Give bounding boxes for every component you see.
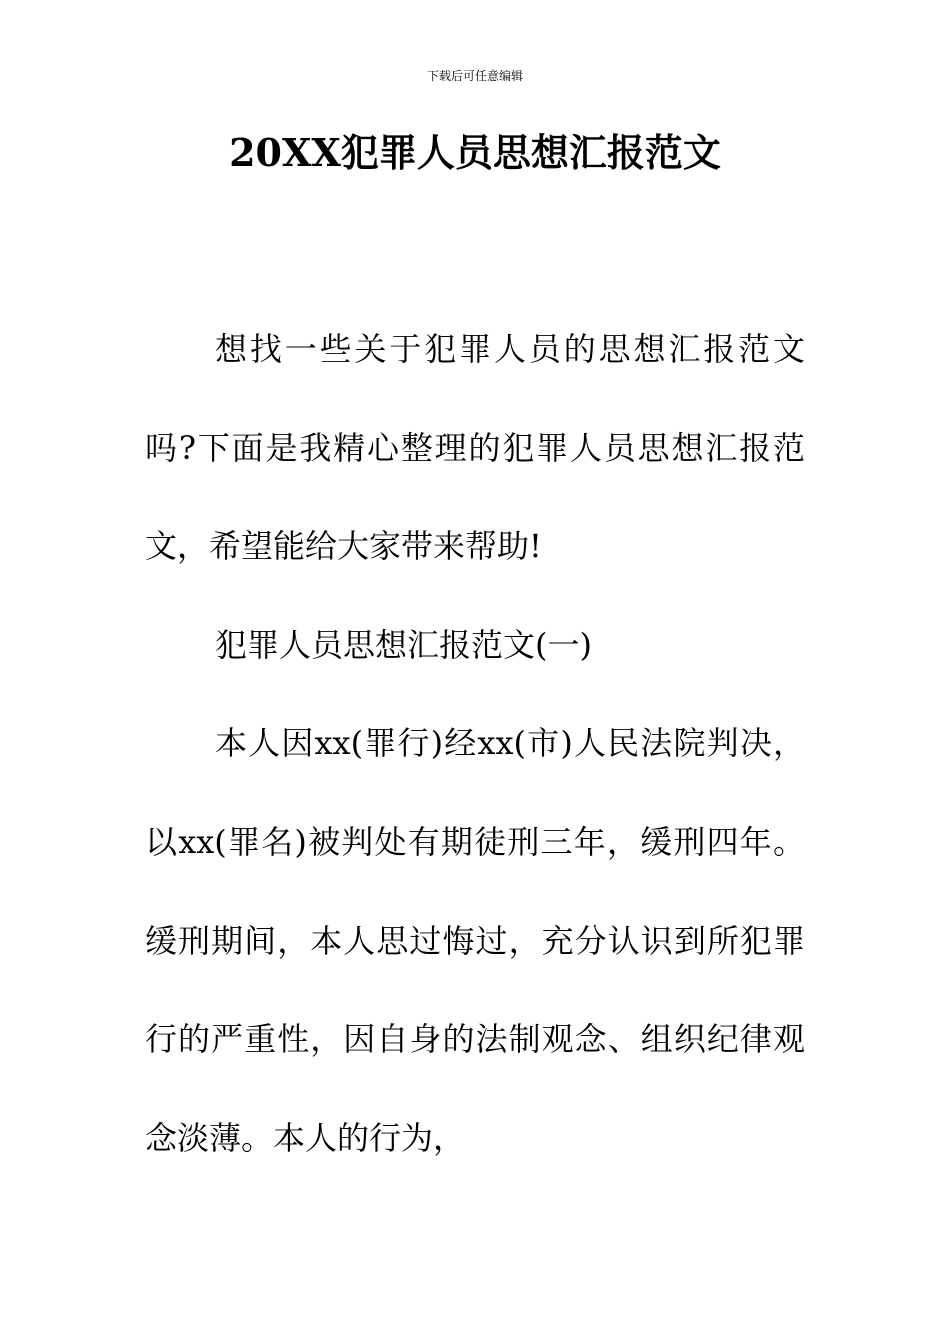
document-body [145, 300, 805, 1187]
document-title: 20XX犯罪人员思想汇报范文 [229, 130, 721, 175]
body-paragraph: 本人因xx(罪行)经xx(市)人民法院判决，以xx(罪名)被判处有期徒刑三年，缓刑四年。缓刑期间，本人思过悔过，充分认识到所犯罪行的严重性，因自身的法制观念、组织纪律观念淡薄。本人的行为， [145, 724, 805, 1157]
section-heading: 犯罪人员思想汇报范文(一) [215, 625, 592, 664]
intro-paragraph: 想找一些关于犯罪人员的思想汇报范文吗?下面是我精心整理的犯罪人员思想汇报范文，希望能给大家带来帮助! [145, 330, 805, 566]
header-note: 下载后可任意编辑 [426, 69, 523, 83]
